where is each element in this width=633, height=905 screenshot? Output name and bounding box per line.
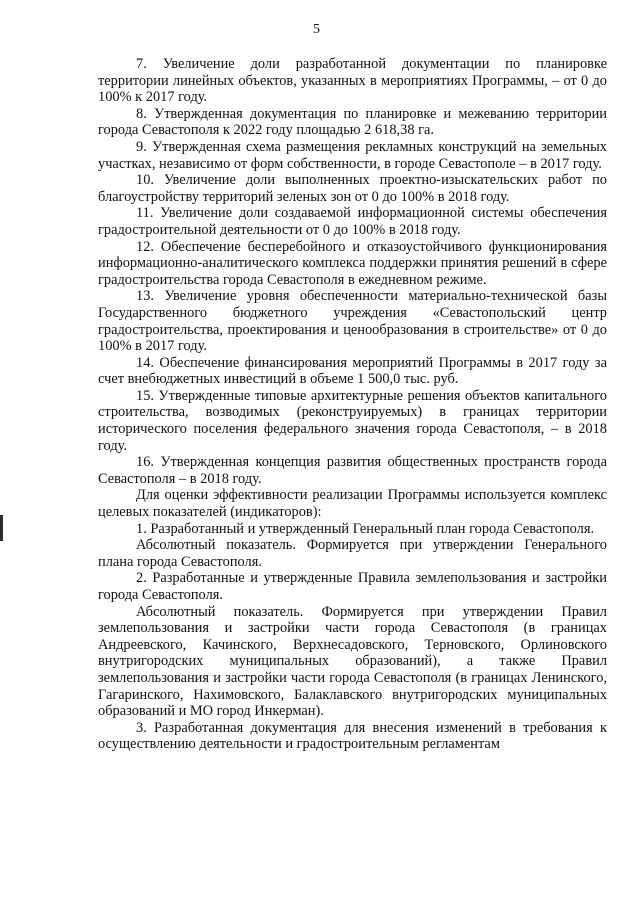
paragraph-target-10: 10. Увеличение доли выполненных проектно-изыскательских работ по благоустройству территорий зеленых зон от 0 до 100% в 2018 году. (98, 172, 607, 205)
page-number: 5 (313, 22, 320, 37)
paragraph-target-15: 15. Утвержденные типовые архитектурные решения объектов капитального строительства, возводимых (реконструируемых) в границах территории исторического поселения федерального значения города Севастополя, – в 2018 году. (98, 387, 607, 454)
paragraph-indicators-intro: Для оценки эффективности реализации Программы используется комплекс целевых показателей (индикаторов): (98, 487, 607, 521)
paragraph-target-16: 16. Утвержденная концепция развития общественных пространств города Севастополя – в 2018 году. (98, 454, 607, 487)
paragraph-target-8: 8. Утвержденная документация по планировке и межеванию территории города Севастополя к 2022 году площадью 2 618,38 га. (98, 105, 607, 139)
paragraph-target-13: 13. Увеличение уровня обеспеченности материально-технической базы Государственного бюджетного учреждения «Севастопольский центр градостроительства, проектирования и ценообразования в строительстве» от 0 до 100% в 2017 году. (98, 288, 607, 355)
paragraph-indicator-2-note: Абсолютный показатель. Формируется при утверждении Правил землепользования и застройки части города Севастополя (в границах Андреевского, Качинского, Верхнесадовского, Терновского, Орлиновского внутригородских муниципальных образований), а также Правил землепользования и застройки части города Севастополя (в границах Ленинского, Гагаринского, Нахимовского, Балаклавского внутригородских муниципальных образований и МО город Инкерман). (98, 603, 607, 720)
scan-edge-mark (0, 515, 3, 541)
paragraph-target-14: 14. Обеспечение финансирования мероприятий Программы в 2017 году за счет внебюджетных инвестиций в объеме 1 500,0 тыс. руб. (98, 354, 607, 388)
paragraph-indicator-1-note: Абсолютный показатель. Формируется при утверждении Генерального плана города Севастополя. (98, 537, 607, 570)
paragraph-target-11: 11. Увеличение доли создаваемой информационной системы обеспечения градостроительной деятельности от 0 до 100% в 2018 году. (98, 205, 607, 238)
paragraph-target-9: 9. Утвержденная схема размещения рекламных конструкций на земельных участках, независимо от форм собственности, в городе Севастополе – в 2017 году. (98, 138, 607, 172)
paragraph-target-12: 12. Обеспечение бесперебойного и отказоустойчивого функционирования информационно-аналитического комплекса поддержки принятия решений в сфере градостроительства города Севастополя в ежедневном режиме. (98, 238, 607, 288)
document-body (98, 56, 607, 753)
paragraph-indicator-1: 1. Разработанный и утвержденный Генеральный план города Севастополя. (136, 520, 595, 537)
paragraph-target-7: 7. Увеличение доли разработанной документации по планировке территории линейных объектов, указанных в мероприятиях Программы, – от 0 до 100% к 2017 году. (98, 56, 607, 106)
paragraph-indicator-3: 3. Разработанная документация для внесения изменений в требования к осуществлению деятельности и градостроительным регламентам (98, 719, 607, 753)
paragraph-indicator-2: 2. Разработанные и утвержденные Правила землепользования и застройки города Севастополя. (98, 570, 607, 603)
